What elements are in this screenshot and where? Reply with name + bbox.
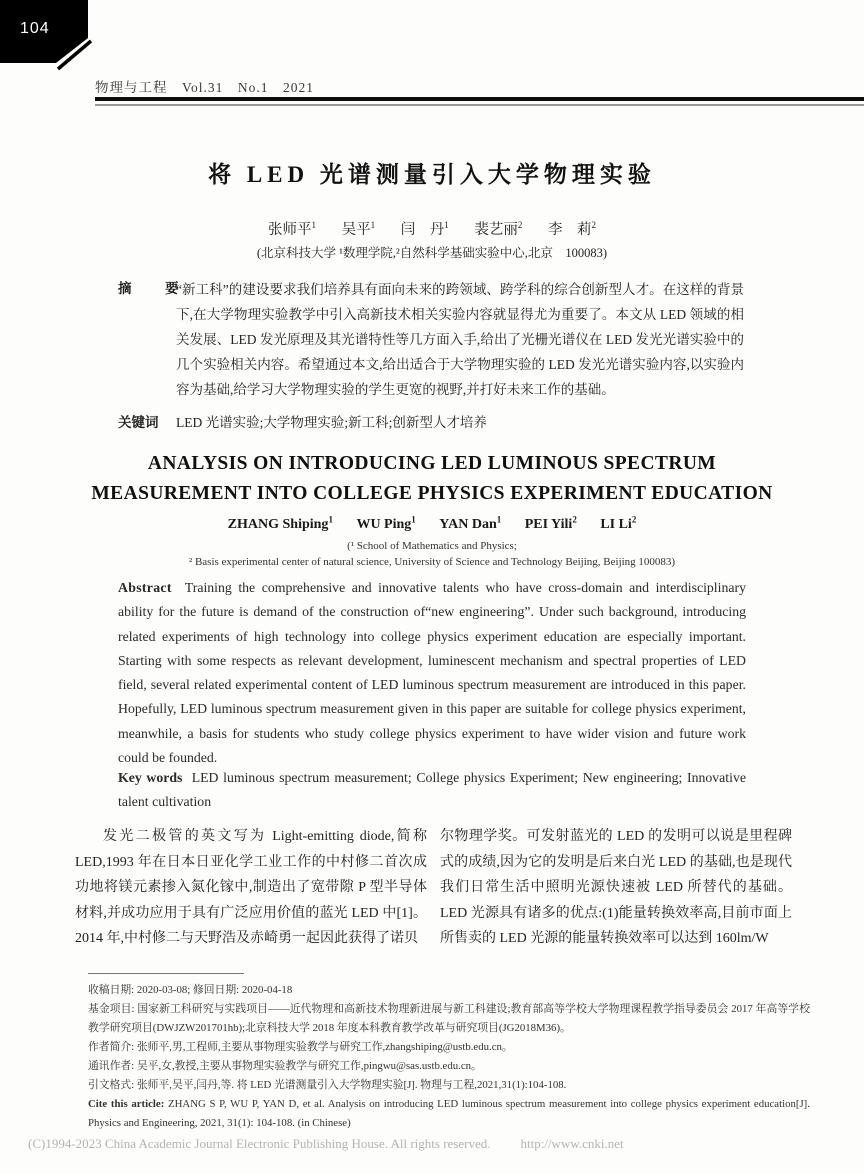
keywords-label-cn: 关键词: [118, 415, 159, 430]
author-en: [439, 514, 502, 532]
author-en: [600, 514, 637, 532]
copyright-line: [28, 1136, 848, 1152]
affiliation-en-line2: ² Basis experimental center of natural science, University of Science and Technology Beijing, Beijing 100083): [188, 556, 676, 568]
keywords-label-en: Key words: [118, 770, 183, 785]
cnki-url: http://www.cnki.net: [520, 1136, 624, 1151]
footnote-corresponding-author: 通讯作者: 吴平,女,教授,主要从事物理实验教学与研究工作,pingwu@sas.ustb.edu.cn。: [88, 1060, 482, 1072]
header-rule-thin: [95, 104, 864, 106]
author-cn: [401, 222, 449, 238]
article-title-cn: 将 LED 光谱测量引入大学物理实验: [208, 162, 656, 187]
article-title-en-line2: MEASUREMENT INTO COLLEGE PHYSICS EXPERIMENT EDUCATION: [91, 483, 773, 504]
abstract-text-en: Training the comprehensive and innovative talents who have cross-domain and interdisciplinary ability for the future is demand of the construction of“new engineering”. Under such background, introducing related experiments of high technology into college physics experiment education are especially important. Starting with some respects as relevant development, luminescent mechanism and spectral properties of LED field, several related experimental content of LED luminous spectrum measurement are introduced in this paper. Hopefully, LED luminous spectrum measurement given in this paper are suitable for college physics experiment, meanwhile, a basis for students who study college physics experiment to have wider vision and future work could be founded.: [118, 580, 746, 766]
author-affil-sup: 2: [591, 220, 596, 231]
author-name: PEI Yili: [524, 516, 573, 532]
keywords-en: [118, 766, 746, 815]
author-cn: [268, 222, 316, 238]
author-cn: [548, 222, 596, 238]
author-affil-sup: 1: [328, 514, 333, 524]
authors-en: [0, 514, 864, 533]
body-column-left: [75, 824, 427, 952]
author-name: 张师平: [268, 222, 312, 238]
journal-header: 物理与工程 Vol.31 No.1 2021: [95, 80, 315, 95]
author-name: YAN Dan: [439, 516, 497, 532]
footnote-citation-en: Cite this article: ZHANG S P, WU P, YAN D, et al. Analysis on introducing LED luminous spectrum measurement into college physics experiment education[J]. Physics and Engineering, 2021, 31(1): 104-108. (in Chinese): [88, 1098, 810, 1129]
keywords-text-cn: LED 光谱实验;大学物理实验;新工科;创新型人才培养: [176, 415, 487, 430]
author-en: [227, 514, 333, 532]
author-affil-sup: 1: [496, 514, 502, 524]
author-affil-sup: 1: [411, 514, 416, 524]
page-corner-tab: [0, 0, 100, 80]
author-affil-sup: 1: [444, 220, 449, 231]
author-affil-sup: 1: [370, 220, 376, 231]
author-name: 李 莉: [548, 222, 592, 238]
affiliation-en-line1: (¹ School of Mathematics and Physics;: [347, 540, 517, 552]
abstract-label-cn: 摘 要: [118, 281, 189, 296]
author-cn: [474, 222, 522, 238]
folded-corner-shape: [0, 0, 100, 80]
author-name: 裴艺丽: [474, 222, 518, 238]
header-rule-thick: [95, 97, 864, 101]
author-name: WU Ping: [356, 516, 412, 532]
abstract-label-en: Abstract: [118, 580, 172, 595]
author-name: ZHANG Shiping: [227, 516, 329, 532]
keywords-text-en: LED luminous spectrum measurement; College physics Experiment; New engineering; Innovative talent cultivation: [118, 770, 746, 810]
footnotes-block: [88, 981, 810, 1133]
author-cn: [342, 222, 376, 238]
author-affil-sup: 2: [517, 220, 523, 231]
page-number: 104: [20, 20, 50, 37]
body-paragraph: 尔物理学奖。可发射蓝光的 LED 的发明可以说是里程碑式的成绩,因为它的发明是后来白光 LED 的基础,也是现代我们日常生活中照明光源快速被 LED 所替代的基础。LED 光源具有诸多的优点:(1)能量转换效率高,目前市面上所售卖的 LED 光源的能量转换效率可以达到 160lm/W: [440, 829, 792, 946]
author-en: [356, 514, 416, 532]
author-affil-sup: 1: [311, 220, 316, 231]
author-name: LI Li: [600, 516, 632, 532]
author-affil-sup: 2: [631, 514, 637, 524]
body-paragraph: 发光二极管的英文写为 Light-emitting diode,简称 LED,1993 年在日本日亚化学工业工作的中村修二首次成功地将镁元素掺入氮化镓中,制造出了宽带隙 P 型半导体材料,并成功应用于具有广泛应用价值的蓝光 LED 中[1]。2014 年,中村修二与天野浩及赤崎勇一起因此获得了诺贝: [75, 829, 427, 946]
author-en: [524, 514, 577, 532]
body-column-right: [440, 824, 792, 952]
footnote-funding: 基金项目: 国家新工科研究与实践项目——近代物理和高新技术物理新进展与新工科建设;教育部高等学校大学物理课程教学指导委员会 2017 年高等学校教学研究项目(DWJZW201701hb);北京科技大学 2018 年度本科教育教学改革与研究项目(JG2018M36)。: [88, 1003, 810, 1034]
article-title-en: [0, 449, 864, 509]
authors-cn: [0, 218, 864, 239]
author-affil-sup: 2: [572, 514, 577, 524]
footnote-citation-cn: 引文格式: 张师平,吴平,闫丹,等. 将 LED 光谱测量引入大学物理实验[J]. 物理与工程,2021,31(1):104-108.: [88, 1079, 567, 1091]
affiliation-cn: (北京科技大学 ¹数理学院,²自然科学基础实验中心,北京 100083): [256, 246, 608, 260]
abstract-text-cn: “新工科”的建设要求我们培养具有面向未来的跨领域、跨学科的综合创新型人才。在这样的背景下,在大学物理实验教学中引入高新技术相关实验内容就显得尤为重要了。本文从 LED 领域的相关发展、LED 发光原理及其光谱特性等几方面入手,给出了光栅光谱仪在 LED 发光光谱实验中的几个实验相关内容。希望通过本文,给出适合于大学物理实验的 LED 发光光谱实验内容,以实验内容为基础,给学习大学物理实验的学生更宽的视野,并打好未来工作的基础。: [176, 282, 744, 397]
author-name: 闫 丹: [400, 222, 445, 238]
abstract-en: [118, 576, 746, 770]
author-name: 吴平: [341, 222, 371, 238]
footnote-separator-rule: [88, 973, 244, 974]
article-title-en-line1: ANALYSIS ON INTRODUCING LED LUMINOUS SPECTRUM: [147, 453, 717, 474]
footnote-author-bio: 作者简介: 张师平,男,工程师,主要从事物理实验教学与研究工作,zhangshiping@ustb.edu.cn。: [88, 1041, 513, 1053]
footnote-received-date: 收稿日期: 2020-03-08; 修回日期: 2020-04-18: [88, 984, 293, 996]
copyright-text: (C)1994-2023 China Academic Journal Electronic Publishing House. All rights reserved.: [28, 1136, 491, 1151]
